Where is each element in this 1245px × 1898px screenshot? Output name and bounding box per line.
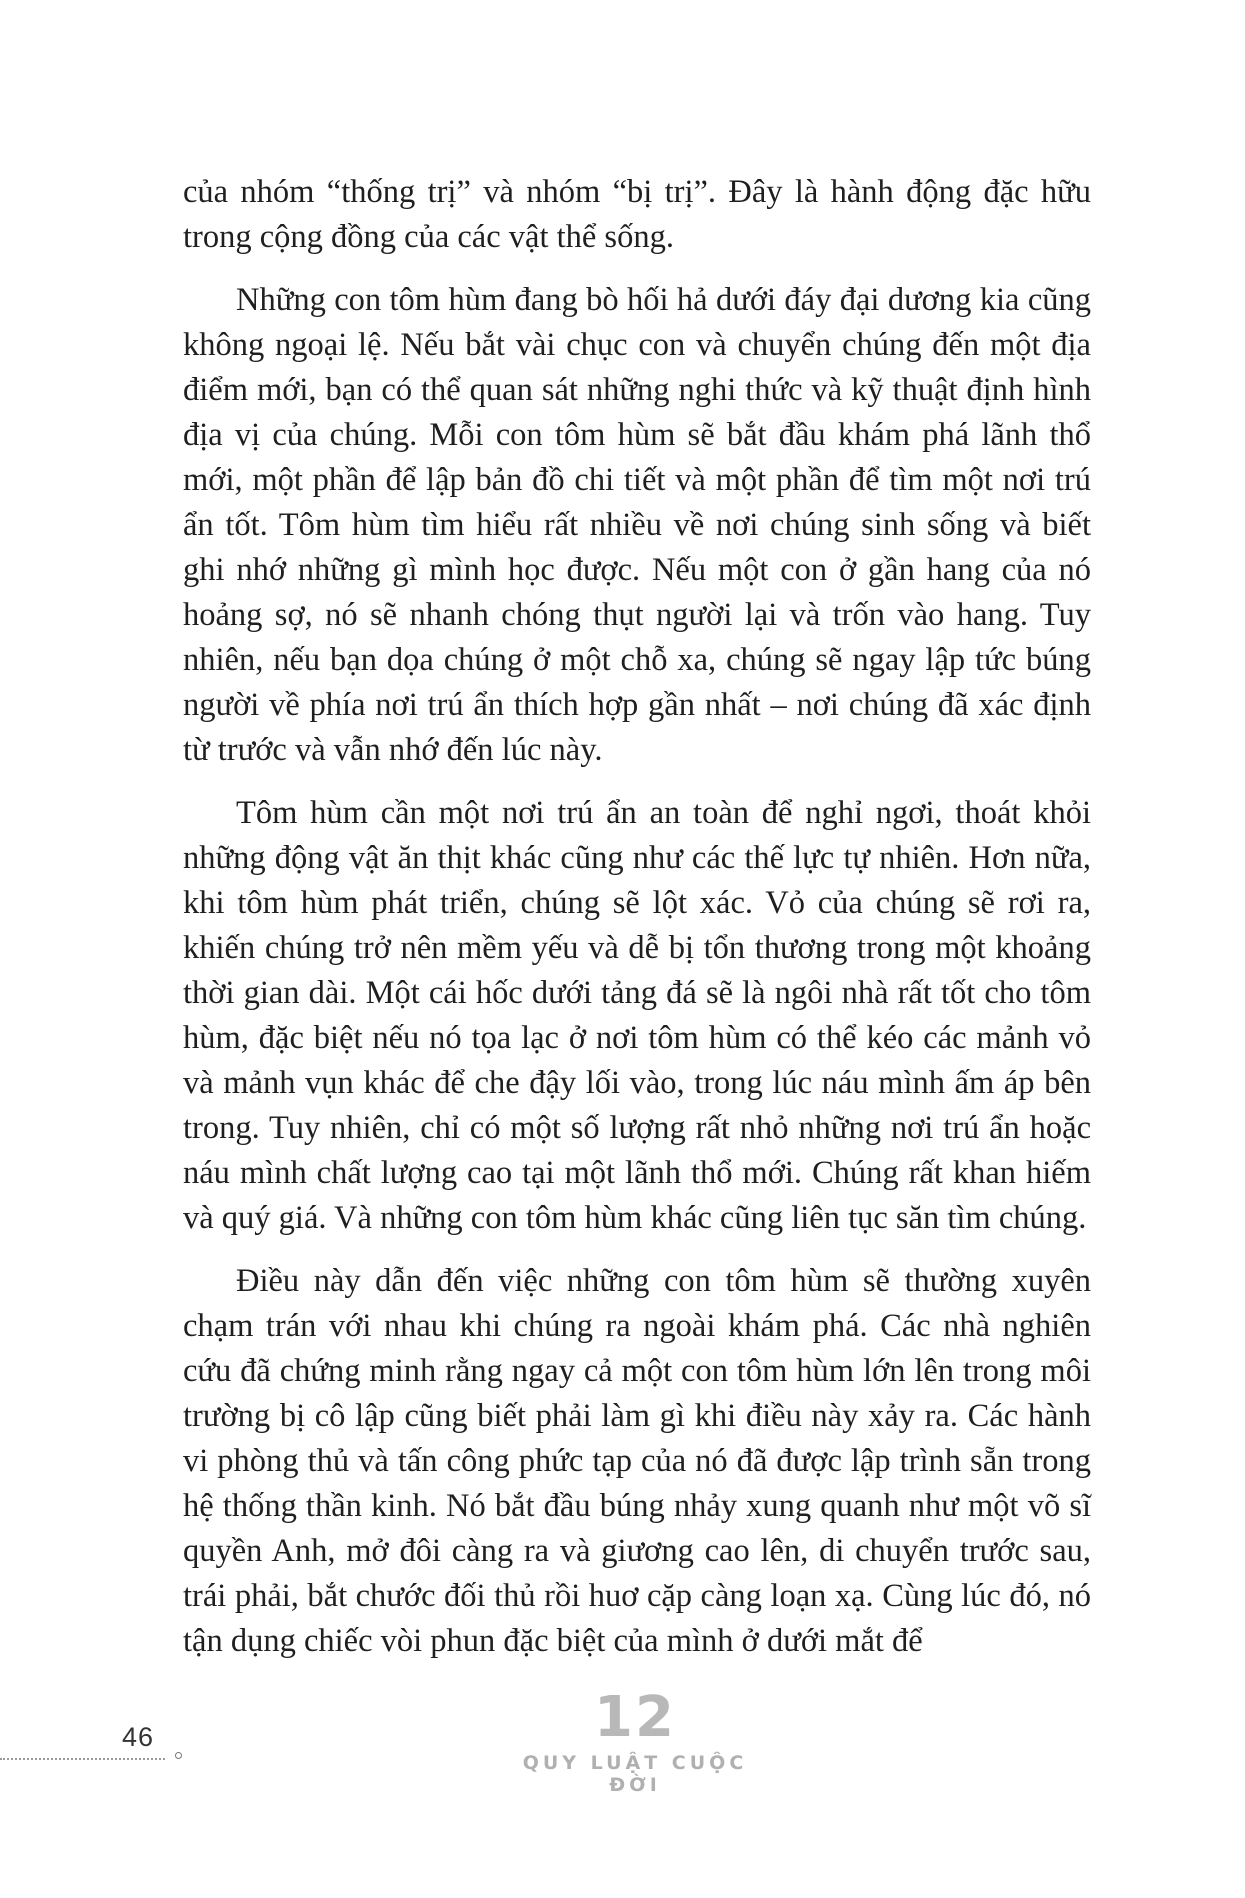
page-number: 46 (122, 1722, 155, 1752)
paragraph-1: của nhóm “thống trị” và nhóm “bị trị”. Đây là hành động đặc hữu trong cộng đồng của các vật thể sống. (183, 174, 1091, 255)
footer-rule-dot (175, 1752, 182, 1759)
book-title-text: QUY LUẬT CUỘC ĐỜI (522, 1752, 748, 1796)
paragraph-3: Tôm hùm cần một nơi trú ẩn an toàn để nghỉ ngơi, thoát khỏi những động vật ăn thịt khác cũng như các thế lực tự nhiên. Hơn nữa, khi tôm hùm phát triển, chúng sẽ lột xác. Vỏ của chúng sẽ rơi ra, khiến chúng trở nên mềm yếu và dễ bị tổn thương trong một khoảng thời gian dài. Một cái hốc dưới tảng đá sẽ là ngôi nhà rất tốt cho tôm hùm, đặc biệt nếu nó tọa lạc ở nơi tôm hùm có thể kéo các mảnh vỏ và mảnh vụn khác để che đậy lối vào, trong lúc náu mình ấm áp bên trong. Tuy nhiên, chỉ có một số lượng rất nhỏ những nơi trú ẩn hoặc náu mình chất lượng cao tại một lãnh thổ mới. Chúng rất khan hiếm và quý giá. Và những con tôm hùm khác cũng liên tục săn tìm chúng. (183, 795, 1091, 1236)
paragraph-4: Điều này dẫn đến việc những con tôm hùm sẽ thường xuyên chạm trán với nhau khi chúng ra ngoài khám phá. Các nhà nghiên cứu đã chứng minh rằng ngay cả một con tôm hùm lớn lên trong môi trường bị cô lập cũng biết phải làm gì khi điều này xảy ra. Các hành vi phòng thủ và tấn công phức tạp của nó đã được lập trình sẵn trong hệ thống thần kinh. Nó bắt đầu búng nhảy xung quanh như một võ sĩ quyền Anh, mở đôi càng ra và giương cao lên, di chuyển trước sau, trái phải, bắt chước đối thủ rồi huơ cặp càng loạn xạ. Cùng lúc đó, nó tận dụng chiếc vòi phun đặc biệt của mình ở dưới mắt để (183, 1263, 1091, 1659)
footer-dotted-rule (0, 1758, 165, 1760)
paragraph-2: Những con tôm hùm đang bò hối hả dưới đáy đại dương kia cũng không ngoại lệ. Nếu bắt vài chục con và chuyển chúng đến một địa điểm mới, bạn có thể quan sát những nghi thức và kỹ thuật định hình địa vị của chúng. Mỗi con tôm hùm sẽ bắt đầu khám phá lãnh thổ mới, một phần để lập bản đồ chi tiết và một phần để tìm một nơi trú ẩn tốt. Tôm hùm tìm hiểu rất nhiều về nơi chúng sinh sống và biết ghi nhớ những gì mình học được. Nếu một con ở gần hang của nó hoảng sợ, nó sẽ nhanh chóng thụt người lại và trốn vào hang. Tuy nhiên, nếu bạn dọa chúng ở một chỗ xa, chúng sẽ ngay lập tức búng người về phía nơi trú ẩn thích hợp gần nhất – nơi chúng đã xác định từ trước và vẫn nhớ đến lúc này. (183, 282, 1091, 768)
book-title-number: 12 (594, 1685, 676, 1750)
body-text (183, 170, 1091, 1664)
book-title-footer (500, 1685, 770, 1796)
